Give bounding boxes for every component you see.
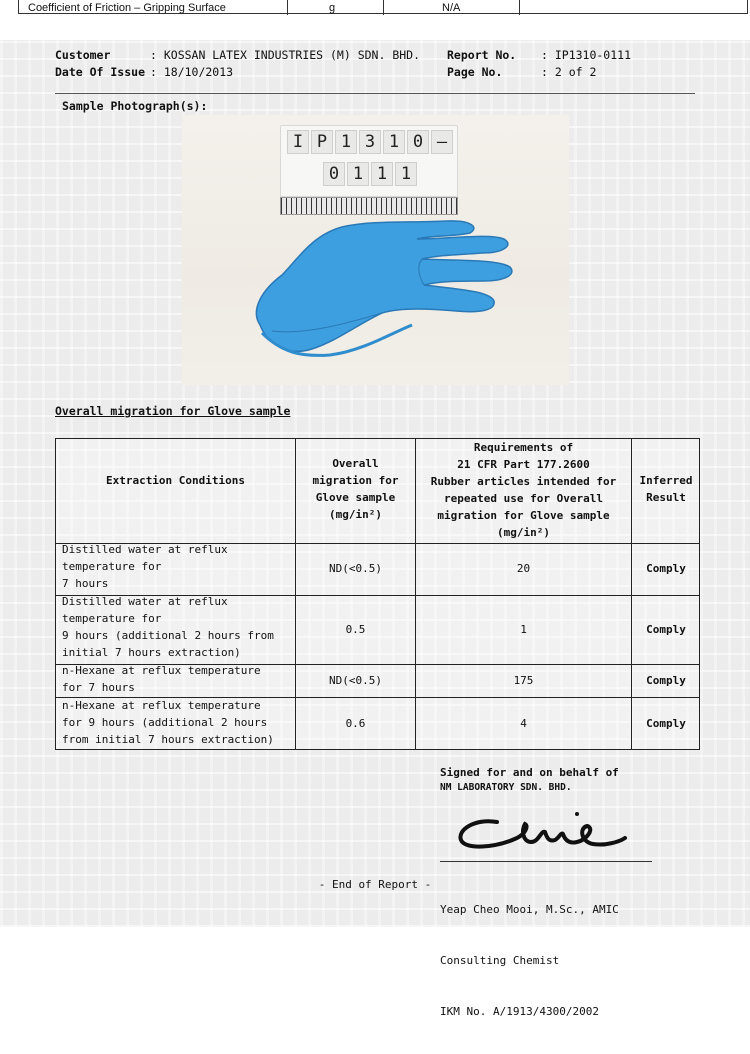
label-char: P: [311, 130, 333, 154]
sample-photograph: [182, 115, 569, 385]
table-row-migration: 0.6: [345, 717, 366, 730]
table-row-requirement: 4: [520, 717, 527, 730]
label-char: 3: [359, 130, 381, 154]
ruler: [280, 197, 458, 215]
report-no-value: : IP1310-0111: [541, 48, 632, 62]
table-row-requirement: 20: [516, 562, 531, 575]
table-row-result: Comply: [646, 717, 686, 730]
previous-row-unit: g: [329, 2, 336, 14]
signed-on-behalf-line: Signed for and on behalf of: [440, 766, 619, 779]
table-row-condition: Distilled water at reflux temperature for 7 hours: [62, 543, 228, 590]
sample-id-label: [280, 125, 458, 197]
end-of-report: - End of Report -: [318, 878, 432, 891]
photo-caption: Sample Photograph(s):: [62, 99, 208, 113]
table-row-result: Comply: [646, 623, 686, 636]
signatory-title: Consulting Chemist: [440, 954, 560, 967]
date-value: : 18/10/2013: [150, 65, 234, 79]
header-overall-migration: Overall migration for Glove sample (mg/in²): [312, 457, 399, 521]
report-no-label: Report No.: [447, 48, 517, 62]
label-char: 1: [335, 130, 357, 154]
label-char: 1: [347, 162, 369, 186]
table-row-condition: n-Hexane at reflux temperature for 9 hours (additional 2 hours from initial 7 hours extraction): [62, 699, 274, 746]
signature-line: [440, 861, 652, 862]
table-row-migration: ND(<0.5): [329, 562, 382, 575]
signature-block: [440, 766, 619, 793]
table-row-migration: ND(<0.5): [329, 674, 382, 687]
previous-page-table: [18, 0, 748, 14]
label-char: 1: [395, 162, 417, 186]
label-char: 0: [323, 162, 345, 186]
signatory-ikm: IKM No. A/1913/4300/2002: [440, 1005, 599, 1018]
migration-table: [55, 438, 700, 750]
lab-name: NM LABORATORY SDN. BHD.: [440, 782, 572, 793]
table-row-condition: Distilled water at reflux temperature for 9 hours (additional 2 hours from initial 7 hours extraction): [62, 595, 274, 659]
header-requirements: Requirements of 21 CFR Part 177.2600 Rubber articles intended for repeated use for Overall migration for Glove sample (mg/in²): [430, 441, 617, 539]
previous-row-value: N/A: [442, 2, 461, 14]
page-no-value: : 2 of 2: [541, 65, 597, 79]
label-char: 1: [383, 130, 405, 154]
report-page: [0, 40, 750, 1018]
table-row-requirement: 1: [520, 623, 527, 636]
previous-row-label: Coefficient of Friction – Gripping Surface: [28, 2, 226, 14]
label-char: 1: [371, 162, 393, 186]
section-title: Overall migration for Glove sample: [55, 404, 291, 418]
customer-label: Customer: [55, 48, 111, 62]
page-no-label: Page No.: [447, 65, 503, 79]
header-extraction-conditions: Extraction Conditions: [105, 474, 246, 487]
previous-page-strip: [0, 0, 750, 14]
handwritten-signature: [455, 808, 635, 858]
glove-image: [242, 215, 542, 375]
label-char: 0: [407, 130, 429, 154]
table-row-condition: n-Hexane at reflux temperature for 7 hours: [62, 664, 261, 694]
table-row-result: Comply: [646, 674, 686, 687]
date-label: Date Of Issue: [55, 65, 146, 79]
customer-value: : KOSSAN LATEX INDUSTRIES (M) SDN. BHD.: [150, 48, 421, 62]
table-row-migration: 0.5: [345, 623, 366, 636]
header-inferred-result: Inferred Result: [639, 474, 693, 504]
label-char: I: [287, 130, 309, 154]
table-row-result: Comply: [646, 562, 686, 575]
label-char: –: [431, 130, 453, 154]
signatory-name: Yeap Cheo Mooi, M.Sc., AMIC: [440, 903, 619, 916]
signatory-details: [440, 867, 619, 1054]
table-row-requirement: 175: [513, 674, 534, 687]
header-divider: [55, 93, 695, 94]
